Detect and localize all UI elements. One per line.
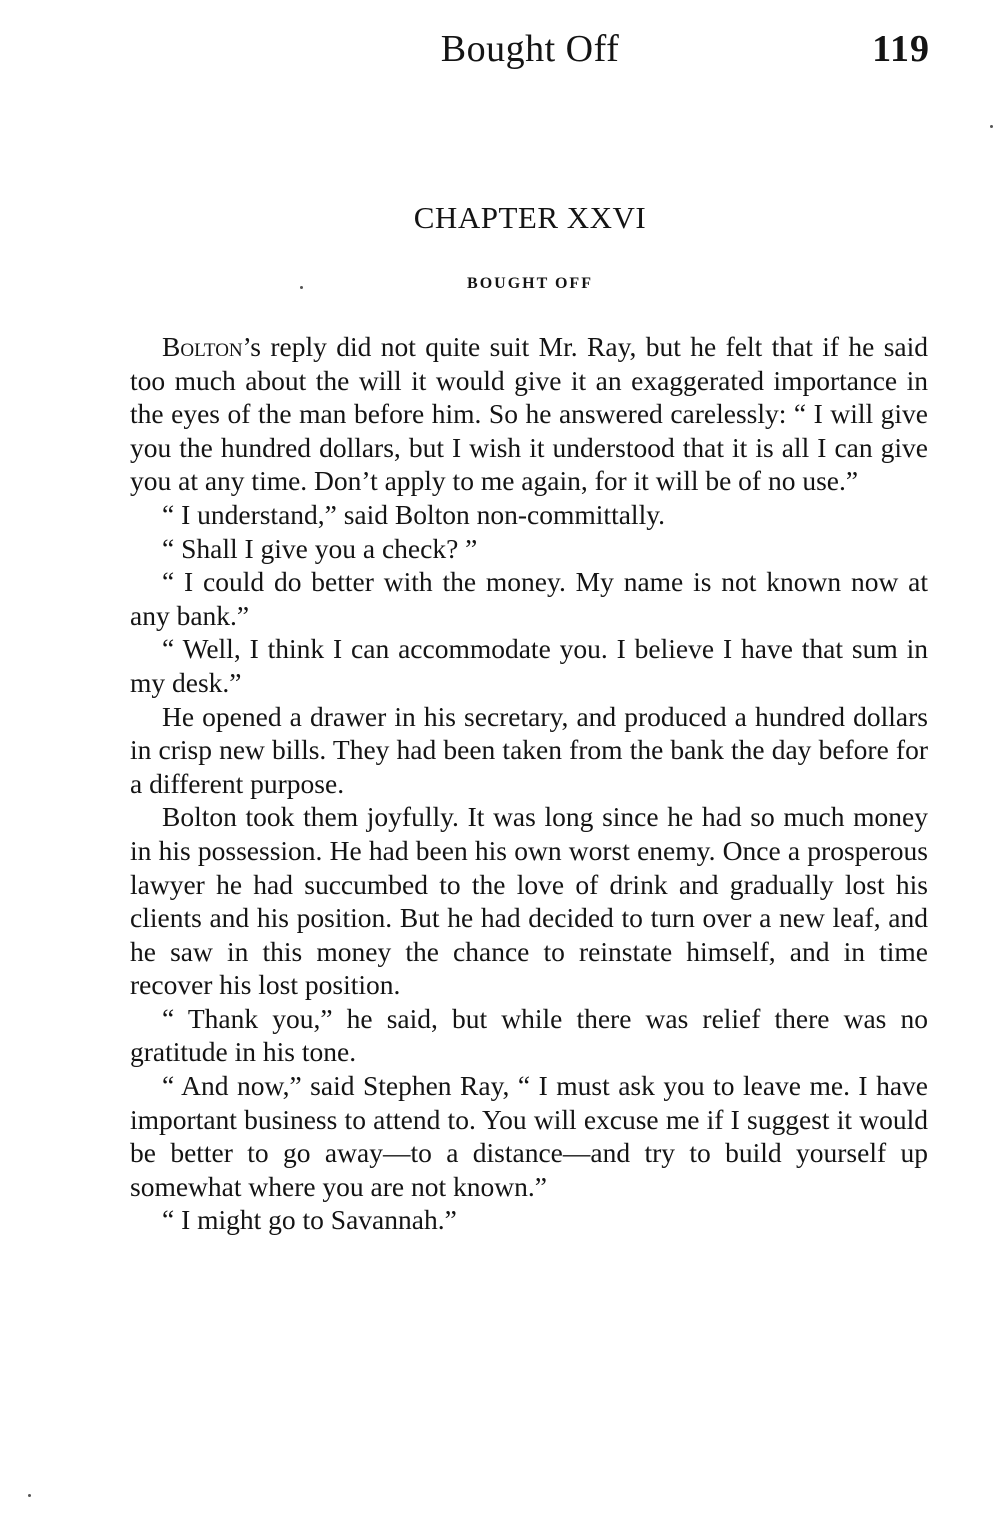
paragraph-8: “ Thank you,” he said, but while there was relief there was no gratitude in his tone. [130,1002,928,1068]
paragraph-10: “ I might go to Savannah.” [162,1204,457,1236]
chapter-heading: CHAPTER XXVI [413,200,647,235]
print-speck [28,1494,31,1497]
running-head [130,24,930,74]
print-speck [300,286,303,289]
paragraph-7: Bolton took them joyfully. It was long since he had so much money in his possession. He had been his own worst enemy. Once a prosperous lawyer he had succumbed to the love of drink and gradually lost his clients and his position. But he had decided to turn over a new leaf, and he saw in this money the chance to reinstate himself, and in time recover his lost position. [130,801,928,1001]
body-text [130,330,928,1237]
paragraph-4: “ I could do better with the money. My name is not known now at any bank.” [130,566,928,631]
chapter-subtitle: BOUGHT OFF [467,275,593,292]
paragraph-1 [130,330,928,498]
paragraph-9: “ And now,” said Stephen Ray, “ I must ask you to leave me. I have important business to attend to. You will excuse me if I suggest it would be better to go away—to a distance—and try to build yourself up somewhat where you are not known.” [130,1070,928,1202]
page-number: 119 [872,28,930,70]
paragraph-5: “ Well, I think I can accommodate you. I believe I have that sum in my desk.” [130,633,928,698]
paragraph-2: “ I understand,” said Bolton non-committally. [162,498,666,530]
paragraph-3: “ Shall I give you a check? ” [162,532,478,564]
opening-text: ’s reply did not quite suit Mr. Ray, but he felt that if he said too much about the will it would give it an exaggerated importance in the eyes of the man before him. So he answered carelessly: “ I will give you the hundred dollars, but I wish it understood that it is all I can give you at any time. Don’t apply to me again, for it will be of no use.” [130,331,928,497]
print-speck [990,125,993,128]
opening-small-caps: Bolton [162,331,243,362]
paragraph-6: He opened a drawer in his secretary, and produced a hundred dollars in crisp new bills. They had been taken from the bank the day before for a different purpose. [130,700,928,799]
running-title: Bought Off [440,28,620,70]
